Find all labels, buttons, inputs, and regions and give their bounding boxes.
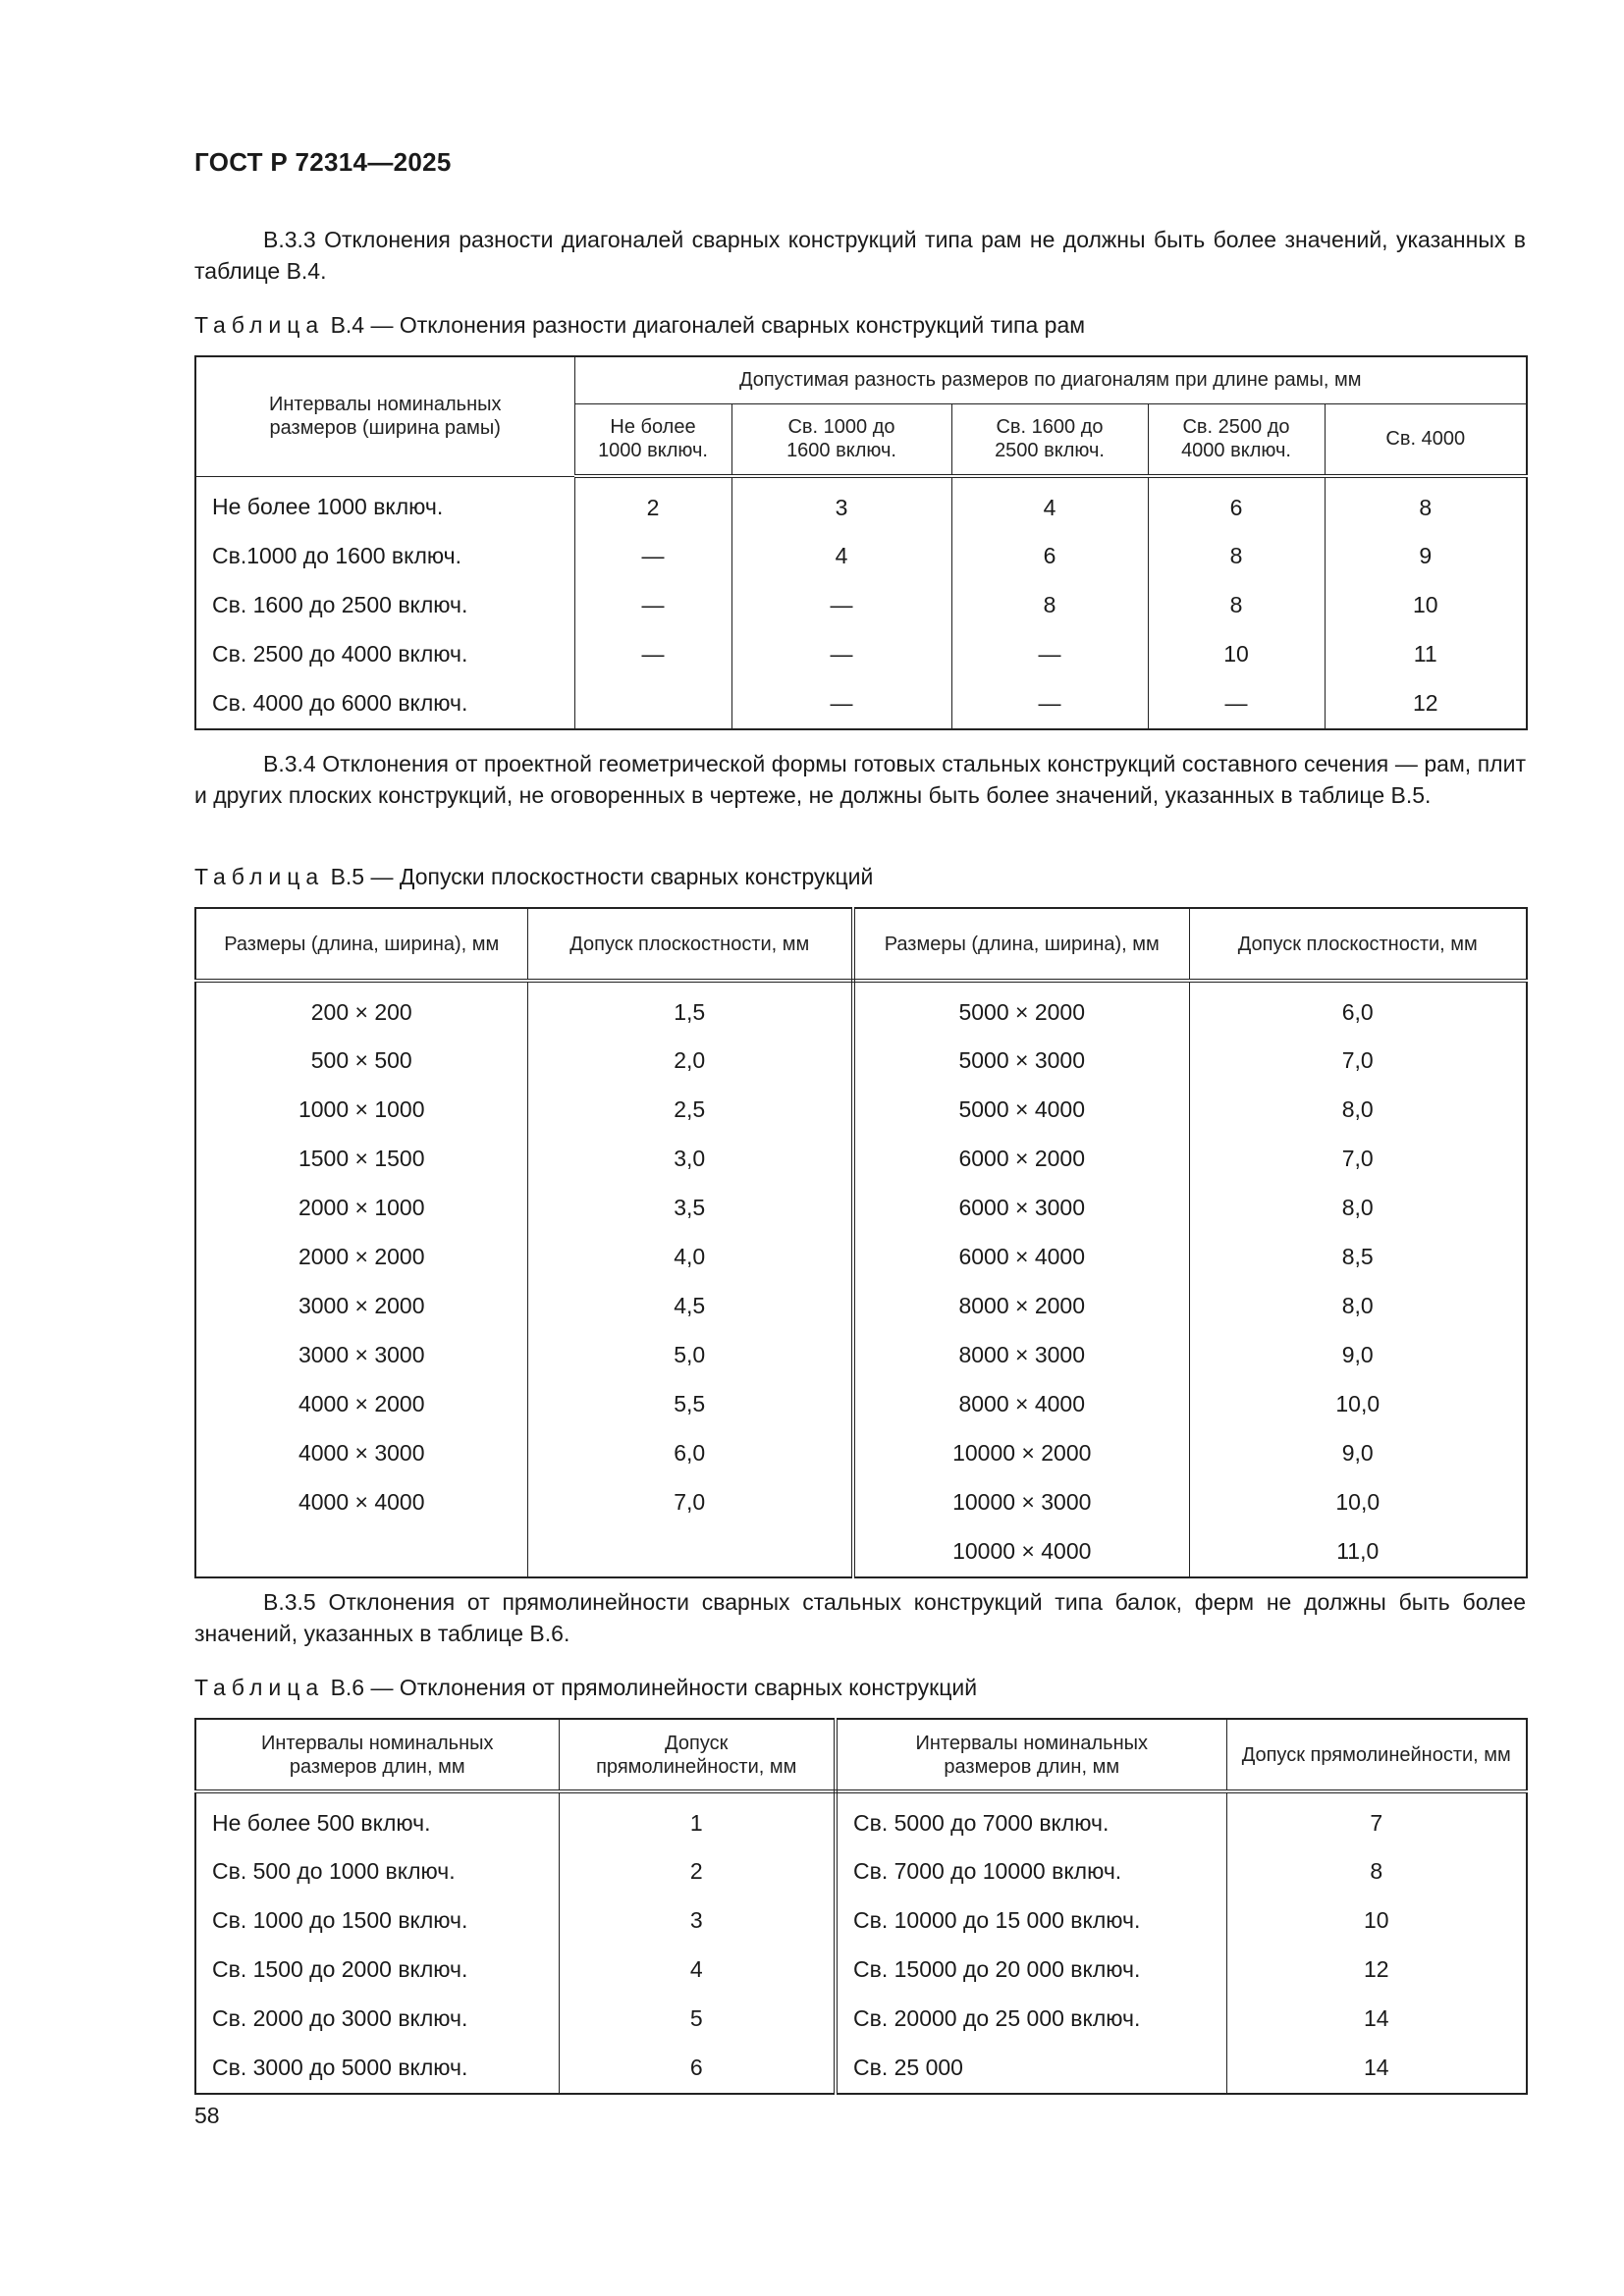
table-b4-col-header: Св. 4000 <box>1325 403 1527 476</box>
table-cell: — <box>731 629 951 678</box>
table-cell: 10 <box>1148 629 1325 678</box>
table-cell: 6 <box>559 2043 836 2094</box>
table-cell: 10,0 <box>1189 1477 1527 1526</box>
table-cell: 2000 × 1000 <box>195 1183 527 1232</box>
table-cell: 11 <box>1325 629 1527 678</box>
table-cell: 8 <box>1148 580 1325 629</box>
table-b4-caption <box>194 310 1085 340</box>
table-cell: — <box>731 678 951 729</box>
table-cell: 4,0 <box>527 1232 853 1281</box>
table-cell: 10000 × 2000 <box>853 1428 1189 1477</box>
table-cell: 6 <box>951 531 1148 580</box>
table-cell: 5 <box>559 1994 836 2043</box>
table-b5-col-header: Допуск плоскостности, мм <box>1189 908 1527 981</box>
table-cell: 8,0 <box>1189 1085 1527 1134</box>
table-cell: 6000 × 2000 <box>853 1134 1189 1183</box>
caption-text: В.6 — Отклонения от прямолинейности сварных конструкций <box>330 1675 978 1700</box>
table-cell: 4 <box>559 1945 836 1994</box>
table-cell: 12 <box>1226 1945 1527 1994</box>
paragraph-b35: В.3.5 Отклонения от прямолинейности сварных стальных конструкций типа балок, ферм не должны быть более значений, указанных в таблице В.6. <box>194 1589 1526 1646</box>
table-cell: 10 <box>1226 1896 1527 1945</box>
table-cell: 10000 × 4000 <box>853 1526 1189 1577</box>
table-row <box>195 1791 1527 1846</box>
table-cell: Св. 25 000 <box>836 2043 1226 2094</box>
table-cell: 7,0 <box>527 1477 853 1526</box>
table-cell: 5,5 <box>527 1379 853 1428</box>
table-cell: 4 <box>951 476 1148 531</box>
row-label: Не более 1000 включ. <box>195 476 574 531</box>
table-row <box>195 1846 1527 1896</box>
table-b5-caption <box>194 862 873 891</box>
table-row <box>195 1526 1527 1577</box>
table-row <box>195 1896 1527 1945</box>
table-cell: 8000 × 3000 <box>853 1330 1189 1379</box>
table-cell: 9,0 <box>1189 1330 1527 1379</box>
table-cell: 7,0 <box>1189 1036 1527 1085</box>
table-cell <box>527 1526 853 1577</box>
table-row <box>195 1428 1527 1477</box>
table-b4-col-header: Св. 1000 до 1600 включ. <box>731 403 951 476</box>
table-cell: — <box>574 580 731 629</box>
table-cell <box>195 1526 527 1577</box>
table-row <box>195 1477 1527 1526</box>
table-cell: — <box>1148 678 1325 729</box>
table-cell: 4000 × 3000 <box>195 1428 527 1477</box>
table-cell: 4,5 <box>527 1281 853 1330</box>
table-cell: 1500 × 1500 <box>195 1134 527 1183</box>
table-cell: 6 <box>1148 476 1325 531</box>
table-cell: 2,0 <box>527 1036 853 1085</box>
table-cell: 7 <box>1226 1791 1527 1846</box>
table-row <box>195 1281 1527 1330</box>
table-cell: 10 <box>1325 580 1527 629</box>
row-label: Св. 4000 до 6000 включ. <box>195 678 574 729</box>
table-cell: 4000 × 2000 <box>195 1379 527 1428</box>
table-cell: 1 <box>559 1791 836 1846</box>
table-cell: — <box>574 629 731 678</box>
table-b6 <box>194 1718 1528 2095</box>
table-cell: 2000 × 2000 <box>195 1232 527 1281</box>
table-cell: 3 <box>731 476 951 531</box>
table-b4 <box>194 355 1528 730</box>
caption-prefix: Таблица <box>194 864 325 889</box>
table-cell: 1000 × 1000 <box>195 1085 527 1134</box>
table-row <box>195 1085 1527 1134</box>
table-row <box>195 1134 1527 1183</box>
table-b4-group-header: Допустимая разность размеров по диагоналям при длине рамы, мм <box>574 356 1527 403</box>
table-cell: 10000 × 3000 <box>853 1477 1189 1526</box>
table-cell: 2,5 <box>527 1085 853 1134</box>
table-cell: 7,0 <box>1189 1134 1527 1183</box>
table-cell: 8 <box>1325 476 1527 531</box>
table-cell: 6,0 <box>527 1428 853 1477</box>
table-b4-col-header: Св. 2500 до 4000 включ. <box>1148 403 1325 476</box>
table-cell: 2 <box>574 476 731 531</box>
table-cell: 4 <box>731 531 951 580</box>
table-row <box>195 1994 1527 2043</box>
table-cell: 9,0 <box>1189 1428 1527 1477</box>
table-cell: 9 <box>1325 531 1527 580</box>
table-cell: Св. 5000 до 7000 включ. <box>836 1791 1226 1846</box>
caption-prefix: Таблица <box>194 1675 325 1700</box>
table-row <box>195 1036 1527 1085</box>
table-cell: 5000 × 2000 <box>853 981 1189 1036</box>
table-b4-row-header: Интервалы номинальных размеров (ширина рамы) <box>195 356 574 476</box>
table-cell: Св. 7000 до 10000 включ. <box>836 1846 1226 1896</box>
table-cell: 200 × 200 <box>195 981 527 1036</box>
table-cell: 3000 × 3000 <box>195 1330 527 1379</box>
table-cell: — <box>731 580 951 629</box>
table-row <box>195 629 1527 678</box>
table-cell: 8000 × 2000 <box>853 1281 1189 1330</box>
table-b4-col-header: Не более 1000 включ. <box>574 403 731 476</box>
table-cell: 8000 × 4000 <box>853 1379 1189 1428</box>
document-page <box>194 0 1526 2296</box>
table-cell: 3,0 <box>527 1134 853 1183</box>
table-b5-col-header: Размеры (длина, ширина), мм <box>195 908 527 981</box>
table-cell: Не более 500 включ. <box>195 1791 559 1846</box>
table-cell: 1,5 <box>527 981 853 1036</box>
caption-text: В.4 — Отклонения разности диагоналей сварных конструкций типа рам <box>330 312 1086 338</box>
table-cell: Св. 500 до 1000 включ. <box>195 1846 559 1896</box>
table-row <box>195 531 1527 580</box>
table-b5 <box>194 907 1528 1578</box>
table-cell: Св. 15000 до 20 000 включ. <box>836 1945 1226 1994</box>
table-cell: Св. 1500 до 2000 включ. <box>195 1945 559 1994</box>
table-cell: 8,0 <box>1189 1281 1527 1330</box>
table-cell: 14 <box>1226 1994 1527 2043</box>
caption-prefix: Таблица <box>194 312 325 338</box>
caption-text: В.5 — Допуски плоскостности сварных конструкций <box>330 864 874 889</box>
table-row <box>195 981 1527 1036</box>
table-cell <box>574 678 731 729</box>
table-cell: — <box>574 531 731 580</box>
table-b6-caption <box>194 1673 977 1702</box>
table-b6-col-header: Допуск прямолинейности, мм <box>559 1719 836 1791</box>
row-label: Св.1000 до 1600 включ. <box>195 531 574 580</box>
table-cell: 5,0 <box>527 1330 853 1379</box>
table-cell: Св. 3000 до 5000 включ. <box>195 2043 559 2094</box>
table-cell: — <box>951 678 1148 729</box>
table-cell: — <box>951 629 1148 678</box>
table-cell: 8,5 <box>1189 1232 1527 1281</box>
paragraph-b34: В.3.4 Отклонения от проектной геометрической формы готовых стальных конструкций составного сечения — рам, плит и других плоских конструкций, не оговоренных в чертеже, не должны быть более значений, указанных в таблице В.5. <box>194 751 1526 808</box>
table-cell: 8 <box>1226 1846 1527 1896</box>
table-row <box>195 1183 1527 1232</box>
table-cell: 8 <box>951 580 1148 629</box>
page-number: 58 <box>194 2103 220 2128</box>
table-cell: 14 <box>1226 2043 1527 2094</box>
table-row <box>195 1330 1527 1379</box>
table-cell: 4000 × 4000 <box>195 1477 527 1526</box>
table-cell: 12 <box>1325 678 1527 729</box>
table-cell: 6000 × 4000 <box>853 1232 1189 1281</box>
table-b6-col-header: Интервалы номинальных размеров длин, мм <box>836 1719 1226 1791</box>
table-b6-col-header: Интервалы номинальных размеров длин, мм <box>195 1719 559 1791</box>
document-header: ГОСТ Р 72314—2025 <box>194 147 452 177</box>
table-cell: 3,5 <box>527 1183 853 1232</box>
table-row <box>195 1945 1527 1994</box>
table-cell: 8 <box>1148 531 1325 580</box>
table-cell: 8,0 <box>1189 1183 1527 1232</box>
table-row <box>195 476 1527 531</box>
table-b4-col-header: Св. 1600 до 2500 включ. <box>951 403 1148 476</box>
table-cell: 6000 × 3000 <box>853 1183 1189 1232</box>
table-b5-col-header: Размеры (длина, ширина), мм <box>853 908 1189 981</box>
table-cell: 3000 × 2000 <box>195 1281 527 1330</box>
table-b6-col-header: Допуск прямолинейности, мм <box>1226 1719 1527 1791</box>
table-cell: Св. 2000 до 3000 включ. <box>195 1994 559 2043</box>
table-cell: 500 × 500 <box>195 1036 527 1085</box>
table-cell: 10,0 <box>1189 1379 1527 1428</box>
table-cell: 6,0 <box>1189 981 1527 1036</box>
table-row <box>195 1379 1527 1428</box>
table-cell: Св. 10000 до 15 000 включ. <box>836 1896 1226 1945</box>
row-label: Св. 2500 до 4000 включ. <box>195 629 574 678</box>
row-label: Св. 1600 до 2500 включ. <box>195 580 574 629</box>
table-cell: 3 <box>559 1896 836 1945</box>
table-row <box>195 2043 1527 2094</box>
table-cell: 2 <box>559 1846 836 1896</box>
table-cell: Св. 20000 до 25 000 включ. <box>836 1994 1226 2043</box>
paragraph-b33: В.3.3 Отклонения разности диагоналей сварных конструкций типа рам не должны быть более значений, указанных в таблице В.4. <box>194 227 1526 284</box>
table-b5-col-header: Допуск плоскостности, мм <box>527 908 853 981</box>
table-row <box>195 1232 1527 1281</box>
table-cell: Св. 1000 до 1500 включ. <box>195 1896 559 1945</box>
table-row <box>195 580 1527 629</box>
table-cell: 11,0 <box>1189 1526 1527 1577</box>
table-cell: 5000 × 4000 <box>853 1085 1189 1134</box>
table-row <box>195 678 1527 729</box>
table-cell: 5000 × 3000 <box>853 1036 1189 1085</box>
